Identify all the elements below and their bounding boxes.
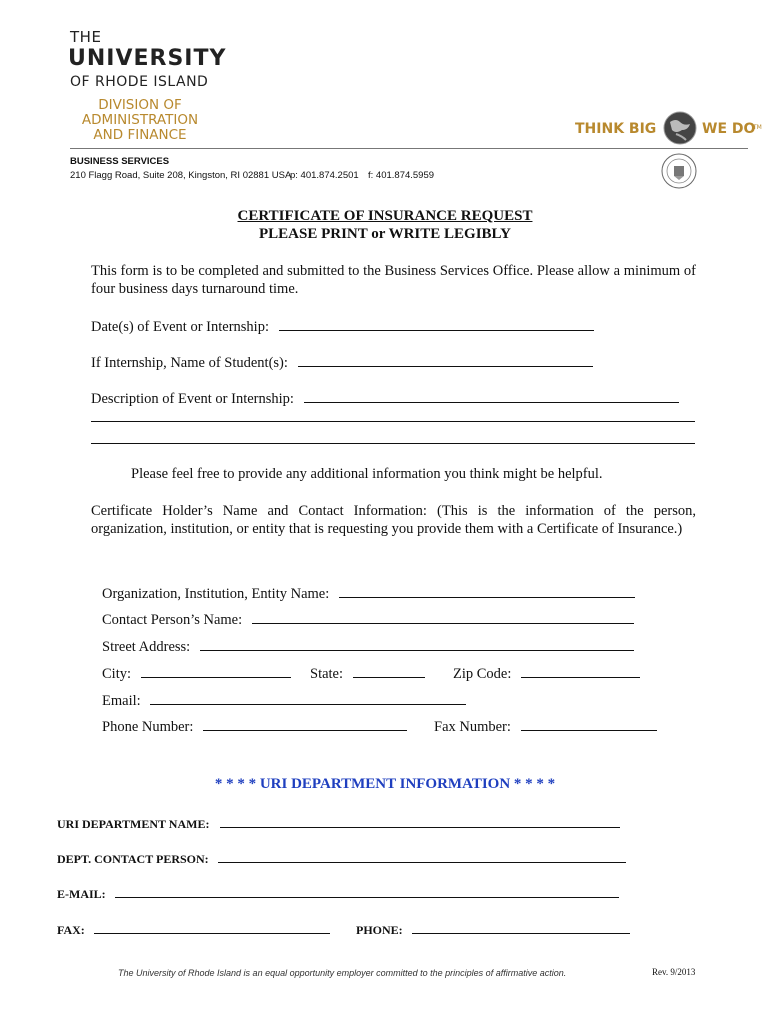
dept-name-row xyxy=(57,816,620,832)
additional-info-note: Please feel free to provide any additional information you think might be helpful. xyxy=(131,466,603,482)
contact-row xyxy=(102,609,634,629)
dept-name-input[interactable] xyxy=(220,816,620,828)
division-line-3: AND FINANCE xyxy=(93,127,187,143)
email-input[interactable] xyxy=(150,690,466,705)
fax-row xyxy=(434,716,657,736)
form-subtitle: PLEASE PRINT or WRITE LEGIBLY xyxy=(258,226,512,242)
students-row xyxy=(91,352,593,372)
header-divider xyxy=(70,148,748,149)
phone-input[interactable] xyxy=(203,716,407,731)
division-name xyxy=(80,98,200,143)
street-label: Street Address: xyxy=(102,639,191,655)
logo-university: UNIVERSITY xyxy=(68,46,227,71)
division-line-2: ADMINISTRATION xyxy=(81,112,199,128)
phone-row xyxy=(102,716,407,736)
office-name: BUSINESS SERVICES xyxy=(70,156,170,167)
students-input[interactable] xyxy=(298,352,593,367)
dept-email-row xyxy=(57,886,619,902)
division-line-1: DIVISION OF xyxy=(98,97,182,113)
state-label: State: xyxy=(310,666,344,682)
dept-phone-row xyxy=(356,922,630,938)
dept-fax-label: FAX: xyxy=(57,923,85,937)
office-address: 210 Flagg Road, Suite 208, Kingston, RI 02881 USA xyxy=(70,170,292,181)
form-title: CERTIFICATE OF INSURANCE REQUEST xyxy=(237,208,533,224)
dept-contact-label: DEPT. CONTACT PERSON: xyxy=(57,852,209,866)
dept-phone-label: PHONE: xyxy=(356,923,403,937)
holder-intro-paragraph: Certificate Holder’s Name and Contact Information: (This is the information of the person, organization, institution, or entity that is requesting you provide them with a Certificate of Insurance.) xyxy=(91,503,696,537)
tagline-tm: TM xyxy=(753,124,762,131)
description-input[interactable] xyxy=(304,388,679,403)
dept-phone-input[interactable] xyxy=(412,922,630,934)
globe-icon xyxy=(662,110,698,146)
zip-input[interactable] xyxy=(521,663,640,678)
city-row xyxy=(102,663,291,683)
description-line-3[interactable] xyxy=(91,443,695,444)
tagline-left: THINK BIG xyxy=(575,121,657,137)
fax-input[interactable] xyxy=(521,716,657,731)
org-row xyxy=(102,583,635,603)
logo-of-rhode-island: OF RHODE ISLAND xyxy=(70,74,209,90)
dept-name-label: URI DEPARTMENT NAME: xyxy=(57,817,210,831)
street-row xyxy=(102,636,634,656)
dept-fax-row xyxy=(57,922,330,938)
description-row xyxy=(91,388,679,408)
revision-label: Rev. 9/2013 xyxy=(652,967,696,977)
city-label: City: xyxy=(102,666,132,682)
description-label: Description of Event or Internship: xyxy=(91,391,294,407)
email-row xyxy=(102,690,466,710)
org-input[interactable] xyxy=(339,583,635,598)
office-fax: f: 401.874.5959 xyxy=(368,170,435,181)
dept-fax-input[interactable] xyxy=(94,922,330,934)
dept-email-label: E-MAIL: xyxy=(57,887,106,901)
footer-statement: The University of Rhode Island is an equal opportunity employer committed to the principles of affirmative action. xyxy=(118,968,567,978)
dept-contact-row xyxy=(57,851,626,867)
state-input[interactable] xyxy=(353,663,425,678)
street-input[interactable] xyxy=(200,636,634,651)
students-label: If Internship, Name of Student(s): xyxy=(91,355,288,371)
phone-label: Phone Number: xyxy=(102,719,194,735)
contact-input[interactable] xyxy=(252,609,634,624)
office-phone: p: 401.874.2501 xyxy=(290,170,359,181)
city-input[interactable] xyxy=(141,663,291,678)
tagline-right: WE DO xyxy=(702,121,756,137)
contact-label: Contact Person’s Name: xyxy=(102,612,243,628)
dept-contact-input[interactable] xyxy=(218,851,626,863)
state-row xyxy=(310,663,425,683)
intro-paragraph: This form is to be completed and submitted to the Business Services Office. Please allow a minimum of four business days turnaround time. xyxy=(91,263,696,297)
fax-label: Fax Number: xyxy=(434,719,511,735)
logo-the: THE xyxy=(70,28,102,46)
description-line-2[interactable] xyxy=(91,421,695,422)
dept-heading: * * * * URI DEPARTMENT INFORMATION * * * * xyxy=(214,776,556,792)
university-seal-icon xyxy=(660,152,698,190)
dates-row xyxy=(91,316,594,336)
dept-email-input[interactable] xyxy=(115,886,619,898)
dates-input[interactable] xyxy=(279,316,594,331)
zip-row xyxy=(453,663,640,683)
email-label: Email: xyxy=(102,693,141,709)
dates-label: Date(s) of Event or Internship: xyxy=(91,319,269,335)
zip-label: Zip Code: xyxy=(453,666,512,682)
org-label: Organization, Institution, Entity Name: xyxy=(102,586,330,602)
